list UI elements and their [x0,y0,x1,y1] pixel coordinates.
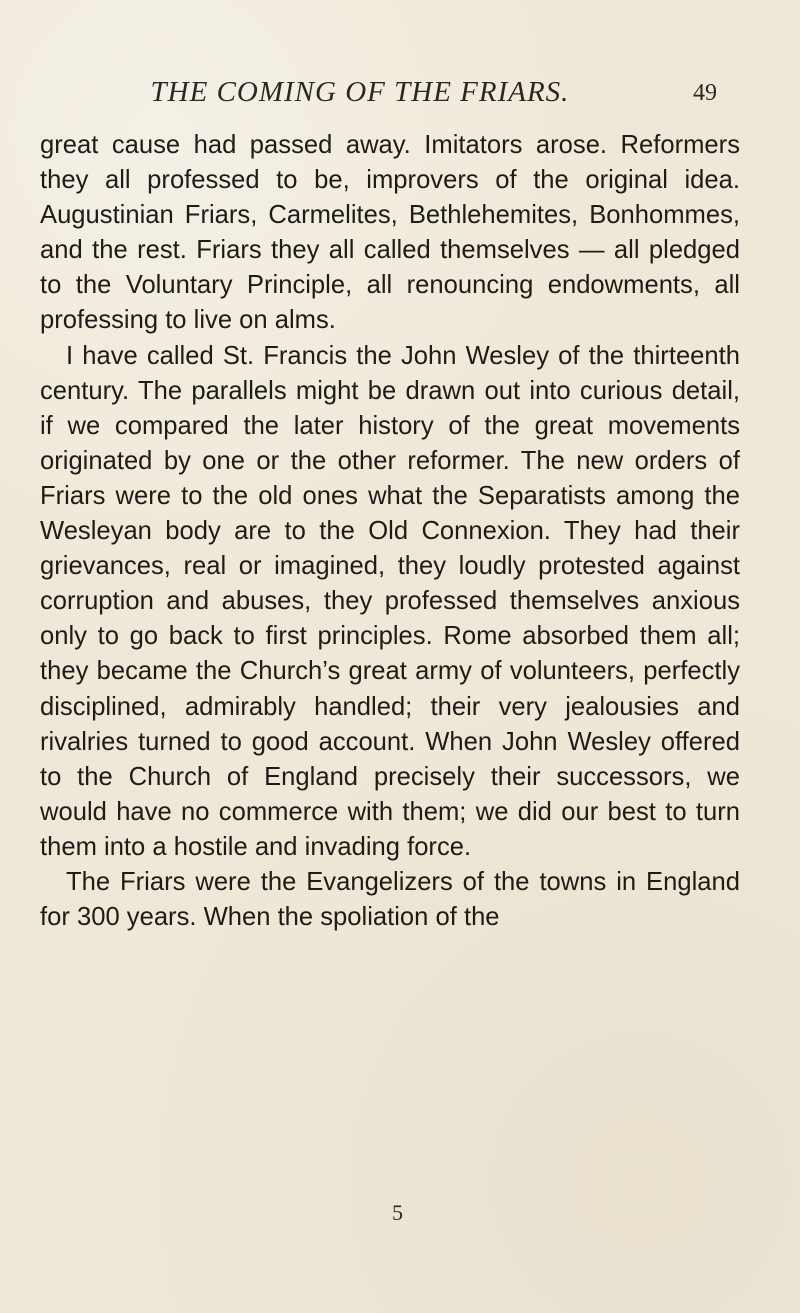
body-text [40,128,740,935]
signature-mark: 5 [392,1200,403,1225]
paragraph-2: I have called St. Francis the John Wesley of the thirteenth century. The parallels might be drawn out into curious detail, if we compared the later history of the great movements originated by one or the other reformer. The new orders of Friars were to the old ones what the Separatists among the Wesleyan body are to the Old Connexion. They had their grievances, real or imagined, they loudly protested against corruption and abuses, they professed themselves anxious only to go back to first principles. Rome absorbed them all; they became the Church’s great army of volunteers, perfectly disciplined, admirably handled; their very jealousies and rivalries turned to good account. When John Wesley offered to the Church of England precisely their successors, we would have no commerce with them; we did our best to turn them into a hostile and invading force. [40,341,740,861]
paragraph-3: The Friars were the Evangelizers of the towns in England for 300 years. When the spoliation of the [40,867,740,932]
running-head: THE COMING OF THE FRIARS. [150,76,570,108]
page-number: 49 [693,80,717,106]
paragraph-1: great cause had passed away. Imitators arose. Reformers they all professed to be, improvers of the original idea. Augustinian Friars, Carmelites, Bethlehemites, Bonhommes, and the rest. Friars they all called themselves — all pledged to the Voluntary Principle, all renouncing endowments, all professing to live on alms. [40,131,740,335]
